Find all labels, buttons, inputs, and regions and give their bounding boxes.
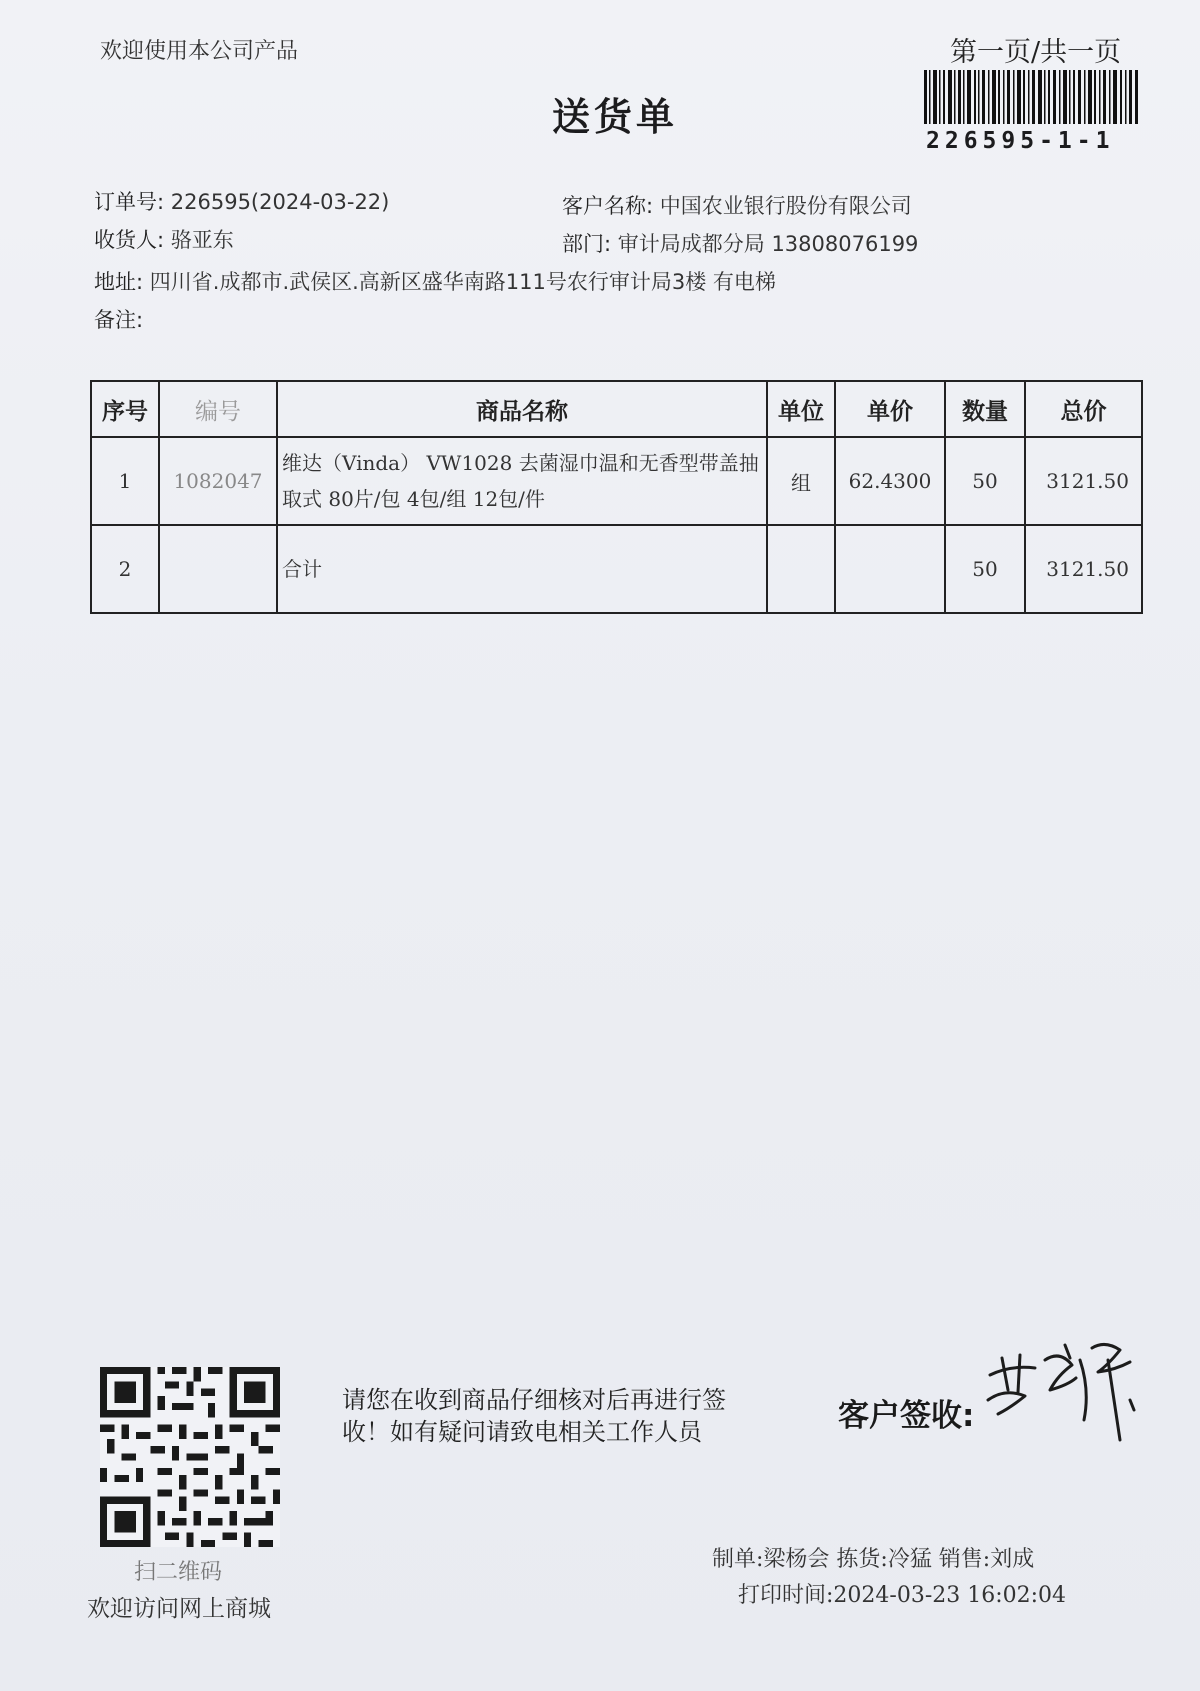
header-seq: 序号 (91, 381, 159, 437)
cell-unit (767, 525, 835, 613)
cell-product-name: 合计 (277, 525, 767, 613)
header-total: 总价 (1025, 381, 1142, 437)
cell-quantity: 50 (945, 437, 1025, 525)
table-row (91, 437, 1142, 525)
header-code: 编号 (159, 381, 277, 437)
department-label: 部门: (562, 232, 612, 256)
qr-code (100, 1367, 280, 1547)
order-number-label: 订单号: (94, 190, 165, 214)
customer-name: 中国农业银行股份有限公司 (659, 194, 912, 218)
cell-seq: 1 (91, 437, 159, 525)
qr-caption-mall: 欢迎访问网上商城 (87, 1596, 271, 1622)
address-row (94, 266, 776, 296)
cell-quantity: 50 (945, 525, 1025, 613)
customer-sign-label: 客户签收: (838, 1398, 975, 1434)
cell-product-name: 维达（Vinda） VW1028 去菌湿巾温和无香型带盖抽取式 80片/包 4包/组 12包/件 (277, 437, 767, 525)
cell-total: 3121.50 (1025, 437, 1142, 525)
qr-caption: 扫二维码 (134, 1560, 223, 1585)
staff-info: 制单:梁杨会 拣货:冷猛 销售:刘成 (712, 1547, 1035, 1572)
customer-label: 客户名称: (562, 194, 654, 218)
remark-label: 备注: (94, 308, 144, 332)
items-table (90, 380, 1143, 614)
receiver-row (94, 224, 234, 254)
cell-unit-price (835, 525, 945, 613)
print-time: 打印时间:2024-03-23 16:02:04 (738, 1583, 1067, 1608)
receiver-label: 收货人: (94, 228, 165, 252)
cell-total: 3121.50 (1025, 525, 1142, 613)
welcome-text: 欢迎使用本公司产品 (100, 39, 299, 64)
header-quantity: 数量 (945, 381, 1025, 437)
check-notice: 请您在收到商品仔细核对后再进行签收！如有疑问请致电相关工作人员 (342, 1386, 726, 1446)
address-label: 地址: (94, 270, 144, 294)
header-product-name: 商品名称 (277, 381, 767, 437)
cell-unit-price: 62.4300 (835, 437, 945, 525)
header-unit-price: 单价 (835, 381, 945, 437)
signature-image (980, 1330, 1150, 1450)
table-header-row (91, 381, 1142, 437)
remark-row (94, 304, 143, 334)
receiver-name: 骆亚东 (170, 228, 234, 252)
cell-code: 1082047 (159, 437, 277, 525)
department: 审计局成都分局 13808076199 (617, 232, 919, 256)
customer-row (562, 190, 912, 220)
table-row (91, 525, 1142, 613)
cell-unit: 组 (767, 437, 835, 525)
address: 四川省.成都市.武侯区.高新区盛华南路111号农行审计局3楼 有电梯 (149, 270, 776, 294)
header-unit: 单位 (767, 381, 835, 437)
cell-seq: 2 (91, 525, 159, 613)
order-number-row (94, 186, 389, 216)
department-row (562, 228, 918, 258)
cell-code (159, 525, 277, 613)
barcode-number: 226595-1-1 (926, 128, 1115, 154)
page-info: 第一页/共一页 (950, 37, 1122, 68)
barcode (924, 70, 1138, 124)
document-title: 送货单 (552, 95, 679, 139)
order-number: 226595(2024-03-22) (170, 190, 390, 214)
